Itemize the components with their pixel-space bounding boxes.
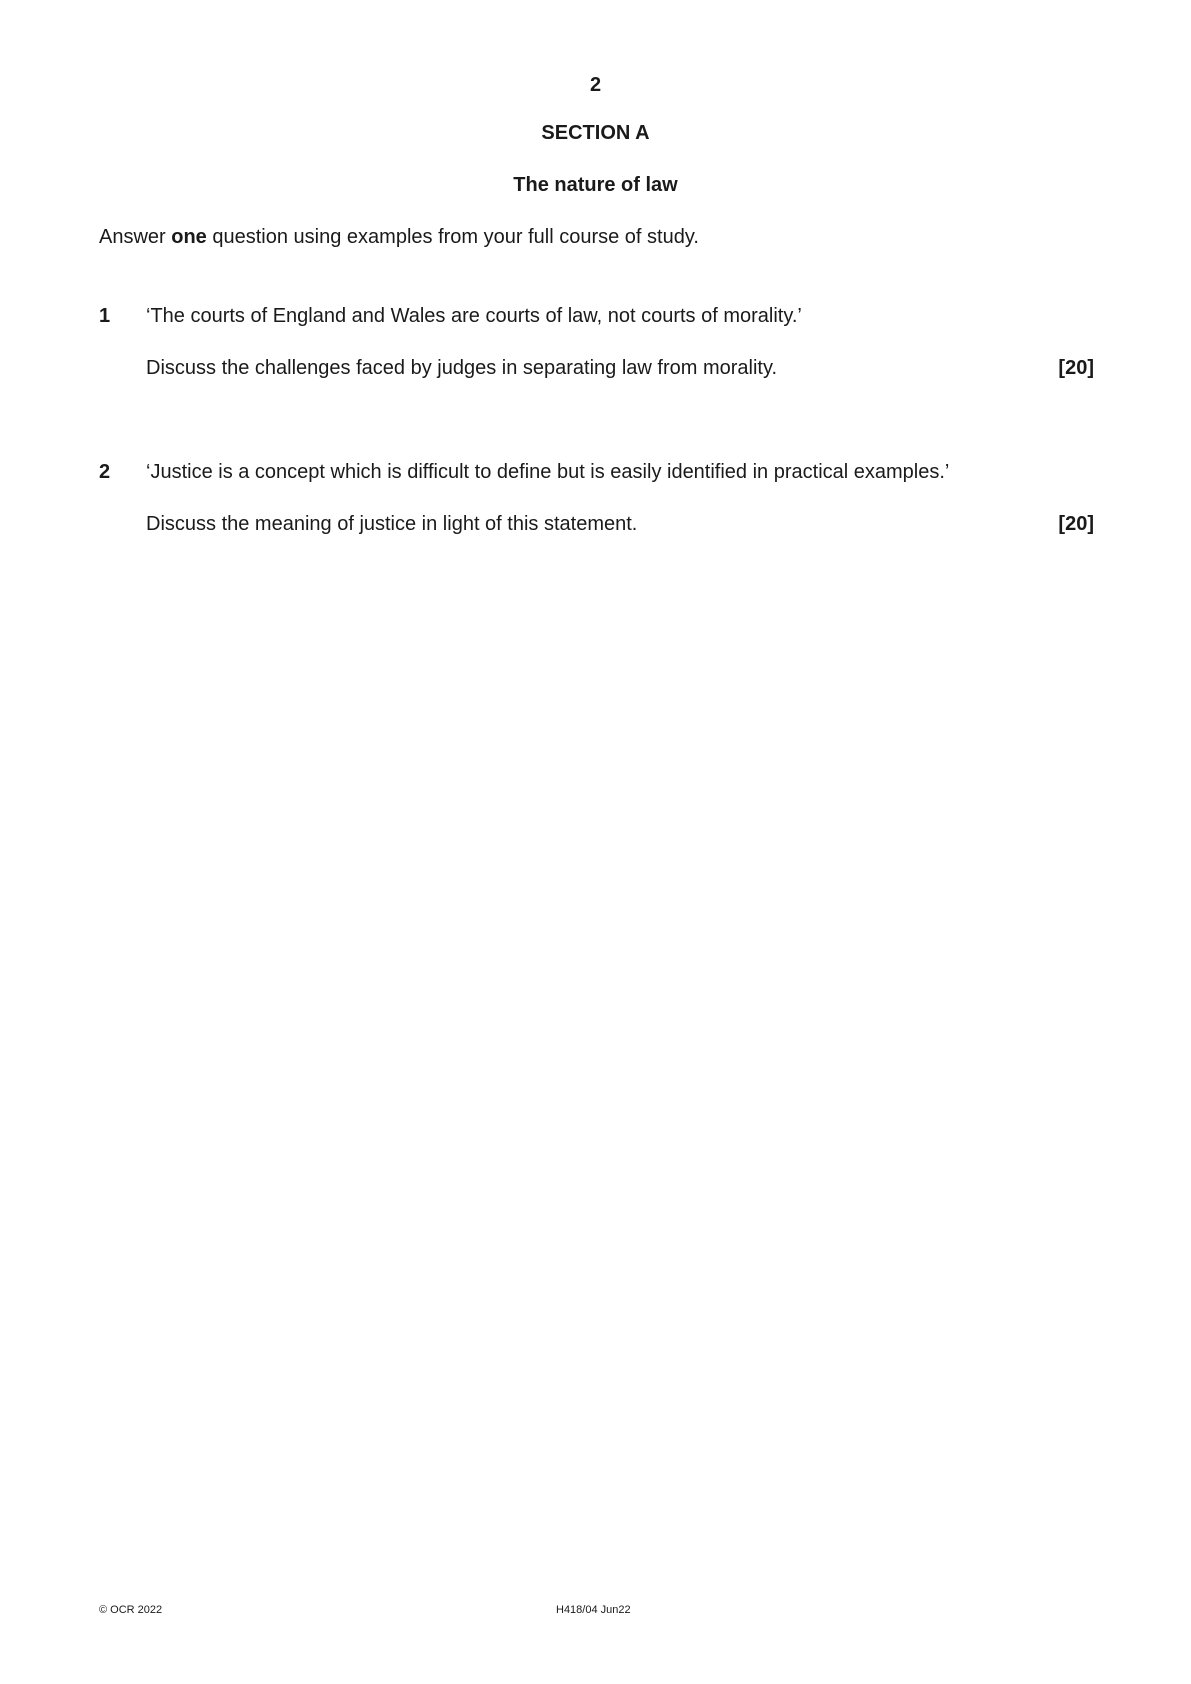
instruction-emphasis: one <box>171 226 207 248</box>
instruction-before: Answer <box>99 226 172 248</box>
question-quote: ‘Justice is a concept which is difficult to define but is easily identified in practical examples.’ <box>146 461 950 483</box>
question-task: Discuss the challenges faced by judges in separating law from morality. <box>146 357 778 379</box>
question-marks: [20] <box>1058 357 1094 379</box>
section-heading: SECTION A <box>541 122 650 144</box>
question-quote: ‘The courts of England and Wales are courts of law, not courts of morality.’ <box>146 305 802 327</box>
question-number: 2 <box>99 461 111 483</box>
question-marks: [20] <box>1058 513 1094 535</box>
footer-copyright: © OCR 2022 <box>99 1604 163 1616</box>
section-subheading: The nature of law <box>513 174 678 196</box>
question-task: Discuss the meaning of justice in light of this statement. <box>146 513 638 535</box>
page-number: 2 <box>589 74 602 96</box>
footer-paper-code: H418/04 Jun22 <box>556 1604 631 1616</box>
question-number: 1 <box>99 305 111 327</box>
instruction-text <box>99 226 699 249</box>
instruction-after: question using examples from your full course of study. <box>206 226 699 248</box>
